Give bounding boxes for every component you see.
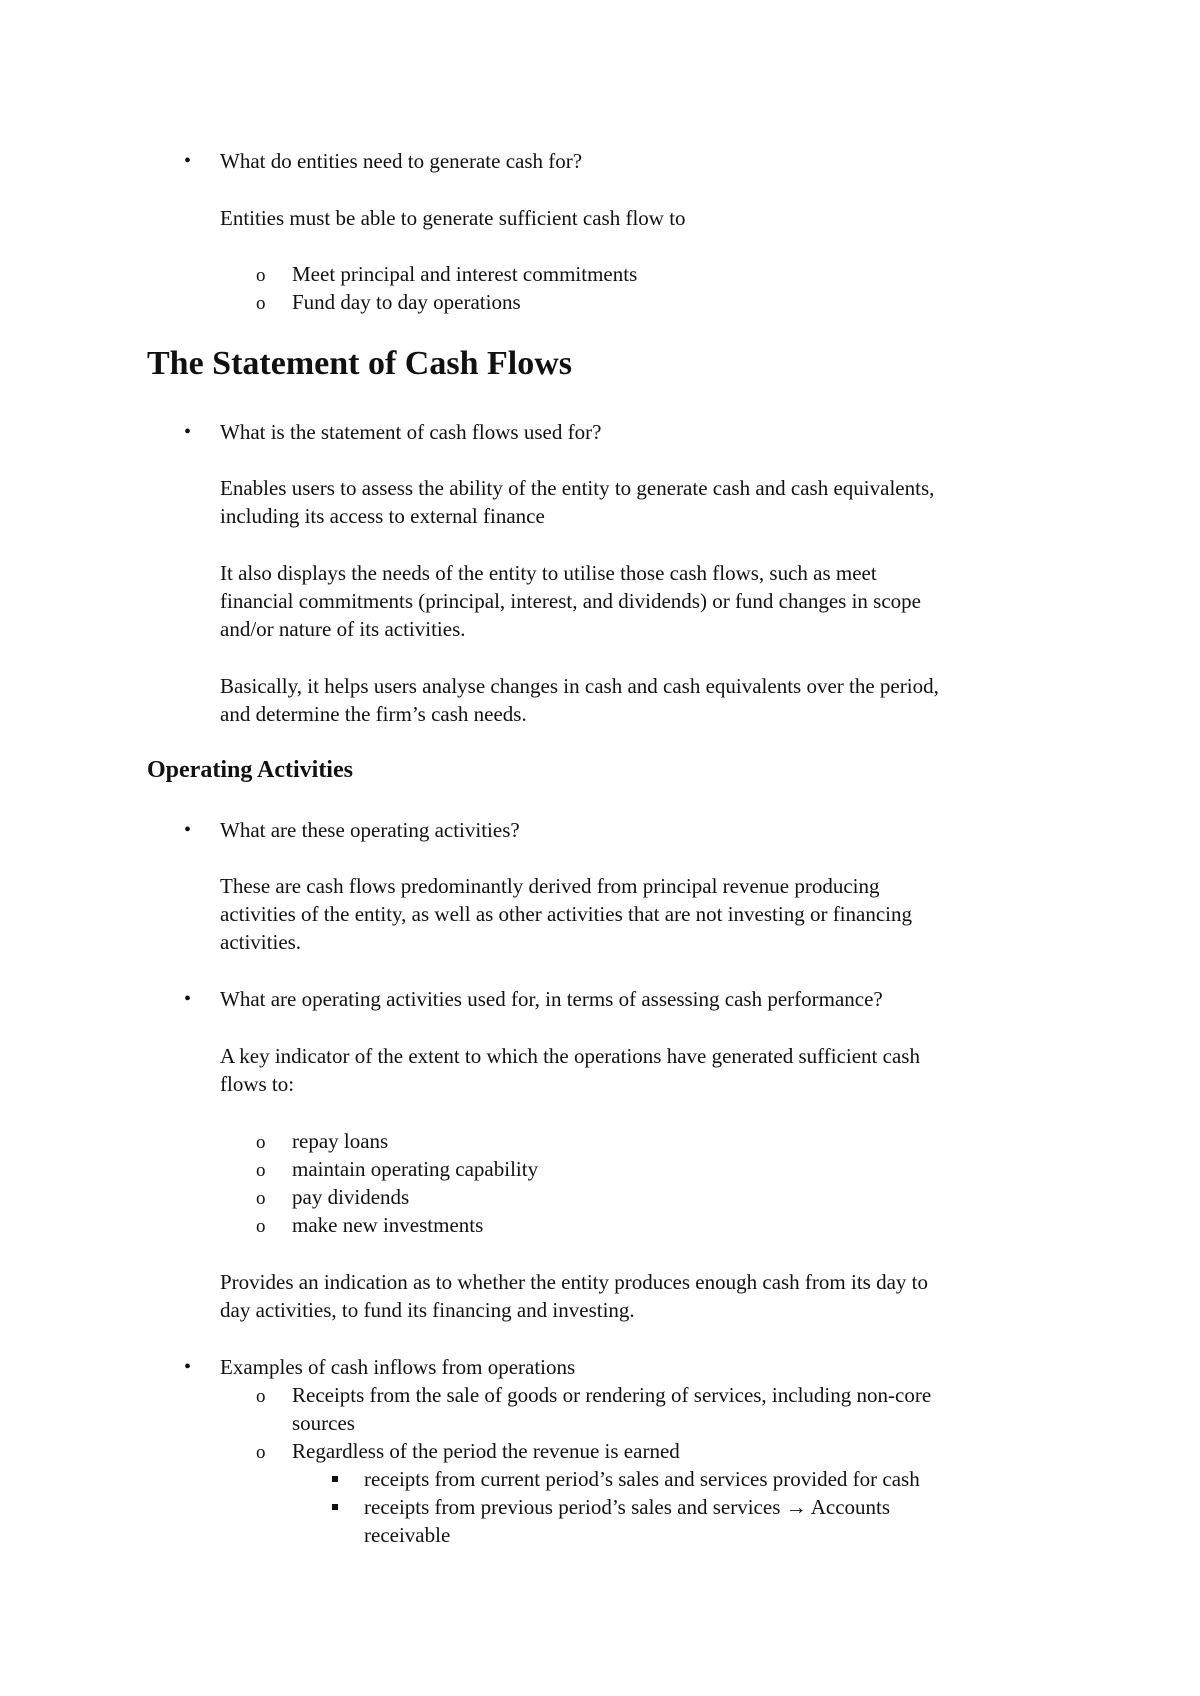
sub-bullet-marker: o bbox=[256, 1442, 266, 1463]
example-line: Receipts from the sale of goods or rendering of services, including non-core bbox=[292, 1383, 932, 1407]
section-paragraph-line: including its access to external finance bbox=[220, 504, 545, 528]
operating-answer-line: activities. bbox=[220, 930, 302, 954]
bullet-marker: • bbox=[184, 988, 192, 1010]
example-subitem: receipts from previous period’s sales and services → Accounts bbox=[364, 1495, 891, 1519]
sub-bullet-marker: o bbox=[256, 265, 266, 286]
section-paragraph-line: It also displays the needs of the entity to utilise those cash flows, such as meet bbox=[220, 561, 877, 585]
example-subitem: receipts from current period’s sales and services provided for cash bbox=[364, 1467, 920, 1491]
example-subitem: receivable bbox=[364, 1523, 451, 1547]
example-line: Regardless of the period the revenue is earned bbox=[292, 1439, 680, 1463]
section-paragraph-line: Basically, it helps users analyse changes in cash and cash equivalents over the period, bbox=[220, 674, 939, 698]
operating-heading: Operating Activities bbox=[147, 757, 353, 783]
operating-item: pay dividends bbox=[292, 1185, 410, 1209]
operating-answer-line: flows to: bbox=[220, 1072, 295, 1096]
sub-bullet-marker: o bbox=[256, 1160, 266, 1181]
operating-answer-line: A key indicator of the extent to which the operations have generated sufficient cash bbox=[220, 1044, 920, 1068]
bullet-marker: • bbox=[184, 819, 192, 841]
sub-bullet-marker: o bbox=[256, 293, 266, 314]
bullet-marker: • bbox=[184, 1356, 192, 1378]
operating-question: What are operating activities used for, in terms of assessing cash performance? bbox=[220, 987, 883, 1011]
bullet-marker: • bbox=[184, 150, 192, 172]
square-bullet-icon bbox=[332, 1504, 338, 1510]
operating-answer-line: activities of the entity, as well as other activities that are not investing or financing bbox=[220, 902, 913, 926]
operating-item: repay loans bbox=[292, 1129, 389, 1153]
section-paragraph-line: Enables users to assess the ability of the entity to generate cash and cash equivalents, bbox=[220, 476, 935, 500]
sub-bullet-marker: o bbox=[256, 1216, 266, 1237]
operating-answer-line: These are cash flows predominantly derived from principal revenue producing bbox=[220, 874, 880, 898]
bullet-marker: • bbox=[184, 421, 192, 443]
intro-answer: Entities must be able to generate sufficient cash flow to bbox=[220, 206, 686, 230]
operating-question: What are these operating activities? bbox=[220, 818, 520, 842]
section-paragraph-line: and/or nature of its activities. bbox=[220, 617, 466, 641]
example-line: sources bbox=[292, 1411, 355, 1435]
sub-bullet-marker: o bbox=[256, 1132, 266, 1153]
operating-item: maintain operating capability bbox=[292, 1157, 539, 1181]
operating-question: Examples of cash inflows from operations bbox=[220, 1355, 576, 1379]
operating-item: make new investments bbox=[292, 1213, 484, 1237]
section-paragraph-line: and determine the firm’s cash needs. bbox=[220, 702, 527, 726]
section-question: What is the statement of cash flows used for? bbox=[220, 420, 602, 444]
intro-question: What do entities need to generate cash for? bbox=[220, 149, 583, 173]
intro-item: Meet principal and interest commitments bbox=[292, 262, 638, 286]
section-paragraph-line: financial commitments (principal, interest, and dividends) or fund changes in scope bbox=[220, 589, 921, 613]
intro-item: Fund day to day operations bbox=[292, 290, 521, 314]
sub-bullet-marker: o bbox=[256, 1386, 266, 1407]
sub-bullet-marker: o bbox=[256, 1188, 266, 1209]
square-bullet-icon bbox=[332, 1476, 338, 1482]
operating-answer-line: day activities, to fund its financing and investing. bbox=[220, 1298, 635, 1322]
operating-answer-line: Provides an indication as to whether the entity produces enough cash from its day to bbox=[220, 1270, 929, 1294]
section-title: The Statement of Cash Flows bbox=[147, 345, 572, 382]
